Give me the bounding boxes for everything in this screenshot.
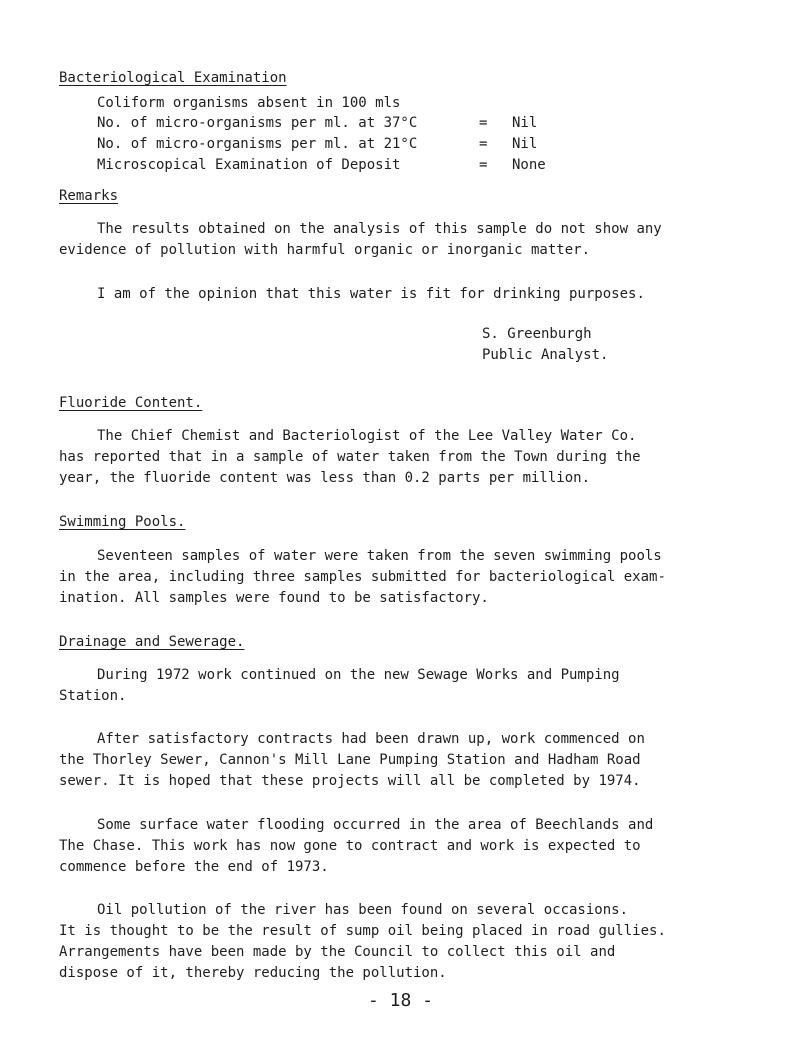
signature-block	[482, 324, 608, 366]
row-value: Nil	[512, 136, 538, 152]
drainage-heading: Drainage and Sewerage.	[59, 634, 245, 650]
drainage-paragraph-1	[59, 665, 749, 707]
row-value: None	[512, 157, 546, 173]
remarks-paragraph-2	[59, 284, 749, 305]
text-line: Station.	[59, 688, 127, 704]
row-equals: =	[479, 136, 488, 152]
text-line: The Chase. This work has now gone to contract and work is expected to	[59, 838, 641, 854]
text-line: year, the fluoride content was less than 0.2 parts per million.	[59, 470, 591, 486]
row-equals: =	[479, 157, 488, 173]
fluoride-paragraph	[59, 426, 749, 489]
text-line: Arrangements have been made by the Council to collect this oil and	[59, 944, 616, 960]
results-row	[97, 113, 546, 134]
row-label: No. of micro-organisms per ml. at 21°C	[97, 136, 418, 152]
text-line: Seventeen samples of water were taken from the seven swimming pools	[97, 548, 662, 564]
drainage-paragraph-4	[59, 900, 749, 984]
results-row	[97, 155, 546, 176]
row-value: Nil	[512, 115, 538, 131]
text-line: dispose of it, thereby reducing the pollution.	[59, 965, 447, 981]
row-label: Microscopical Examination of Deposit	[97, 157, 401, 173]
text-line: has reported that in a sample of water taken from the Town during the	[59, 449, 641, 465]
text-line: During 1972 work continued on the new Sewage Works and Pumping	[97, 667, 620, 683]
text-line: The results obtained on the analysis of this sample do not show any	[97, 221, 662, 237]
page-number: - 18 -	[367, 990, 434, 1011]
text-line: the Thorley Sewer, Cannon's Mill Lane Pumping Station and Hadham Road	[59, 752, 641, 768]
text-line: in the area, including three samples submitted for bacteriological exam-	[59, 569, 666, 585]
swimming-heading: Swimming Pools.	[59, 514, 186, 530]
fluoride-heading: Fluoride Content.	[59, 395, 203, 411]
row-label: No. of micro-organisms per ml. at 37°C	[97, 115, 418, 131]
signature-title: Public Analyst.	[482, 347, 609, 363]
text-line: evidence of pollution with harmful organic or inorganic matter.	[59, 242, 591, 258]
text-line: ination. All samples were found to be satisfactory.	[59, 590, 489, 606]
text-line: Some surface water flooding occurred in the area of Beechlands and	[97, 817, 654, 833]
coliform-line: Coliform organisms absent in 100 mls	[97, 95, 401, 111]
results-table	[97, 113, 546, 176]
drainage-paragraph-2	[59, 729, 749, 792]
text-line: I am of the opinion that this water is fit for drinking purposes.	[97, 286, 645, 302]
remarks-heading: Remarks	[59, 188, 119, 204]
swimming-paragraph	[59, 546, 749, 609]
text-line: After satisfactory contracts had been drawn up, work commenced on	[97, 731, 645, 747]
row-equals: =	[479, 115, 488, 131]
text-line: Oil pollution of the river has been found on several occasions.	[97, 902, 629, 918]
text-line: commence before the end of 1973.	[59, 859, 329, 875]
text-line: sewer. It is hoped that these projects will all be completed by 1974.	[59, 773, 641, 789]
signature-name: S. Greenburgh	[482, 326, 592, 342]
text-line: It is thought to be the result of sump oil being placed in road gullies.	[59, 923, 666, 939]
bacteriological-heading: Bacteriological Examination	[59, 70, 287, 86]
remarks-paragraph-1	[59, 219, 749, 261]
text-line: The Chief Chemist and Bacteriologist of the Lee Valley Water Co.	[97, 428, 637, 444]
drainage-paragraph-3	[59, 815, 749, 878]
results-row	[97, 134, 546, 155]
